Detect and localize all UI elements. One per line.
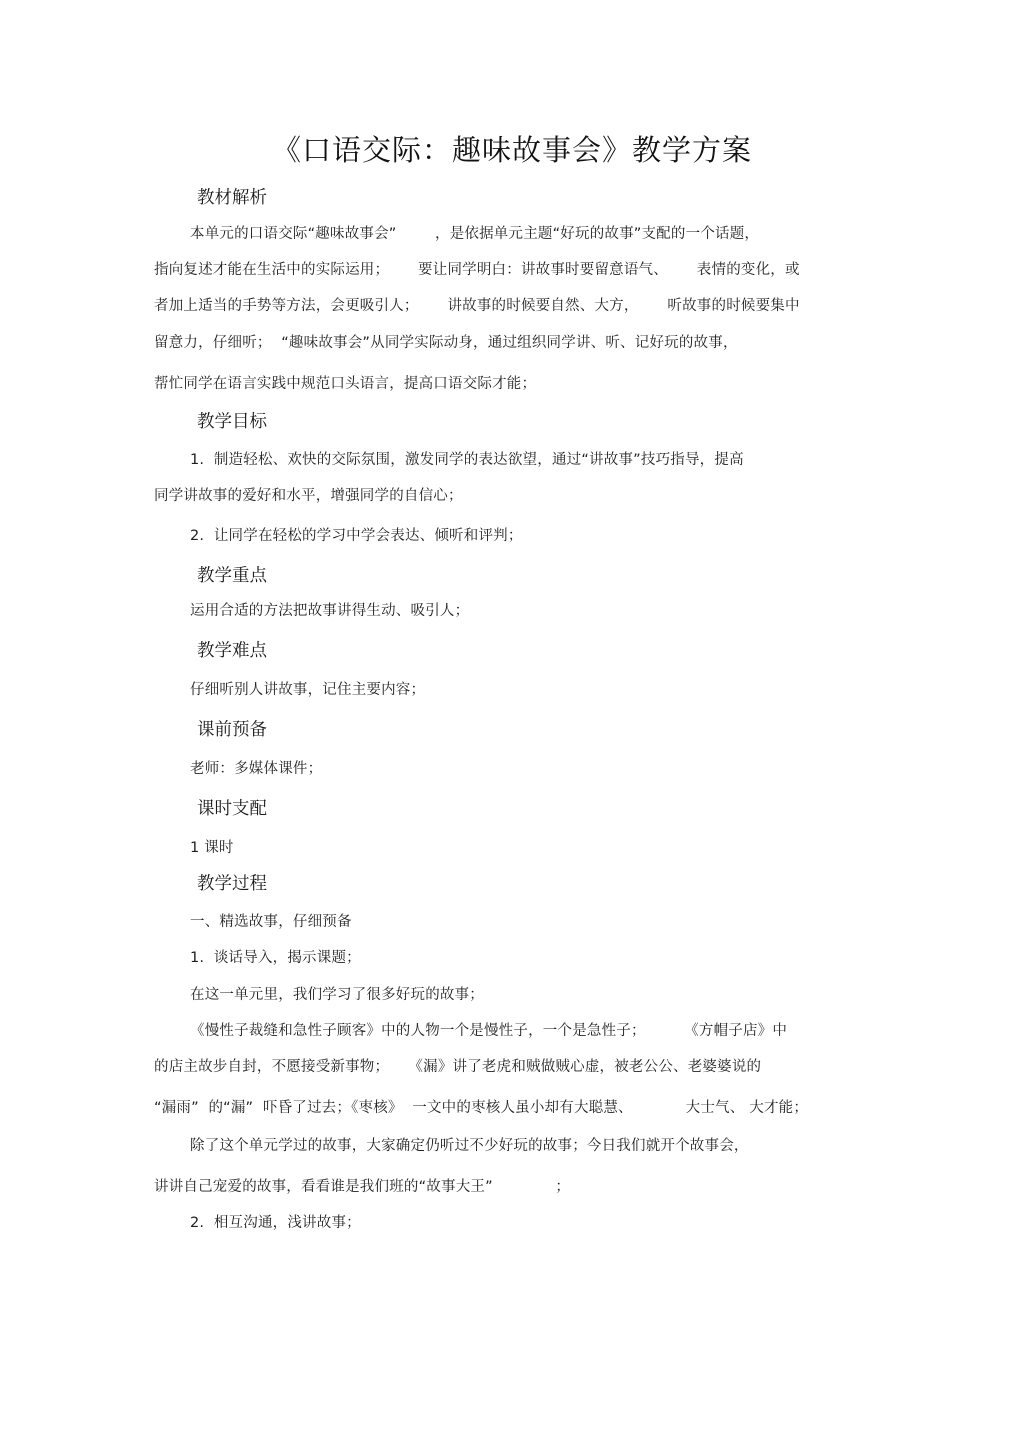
process-line-4: 《慢性子裁缝和急性子顾客》中的人物一个是慢性子，一个是急性子； 《方帽子店》中: [190, 1023, 788, 1039]
goals-line-1: 1. 制造轻松、欢快的交际氛围，激发同学的表达欲望，通过“讲故事”技巧指导，提高: [190, 452, 744, 468]
analysis-line-3: 者加上适当的手势等方法，会更吸引人； 讲故事的时候要自然、大方， 听故事的时候要集中: [154, 298, 800, 314]
heading-goals: 教学目标: [197, 412, 267, 432]
preparation-line-1: 老师：多媒体课件；: [190, 761, 323, 777]
heading-focus: 教学重点: [197, 566, 267, 586]
heading-difficulty: 教学难点: [197, 641, 267, 661]
analysis-line-5: 帮忙同学在语言实践中规范口头语言，提高口语交际才能；: [154, 376, 537, 392]
heading-preparation: 课前预备: [197, 720, 267, 740]
process-line-6: “漏雨” 的“漏” 吓昏了过去；《枣核》 一文中的枣核人虽小却有大聪慧、 大士气、 大才能；: [154, 1100, 809, 1116]
process-line-3: 在这一单元里，我们学习了很多好玩的故事；: [190, 987, 484, 1003]
focus-line-1: 运用合适的方法把故事讲得生动、吸引人；: [190, 603, 470, 619]
process-line-7: 除了这个单元学过的故事，大家确定仍听过不少好玩的故事；今日我们就开个故事会，: [190, 1138, 749, 1154]
goals-line-3: 2. 让同学在轻松的学习中学会表达、倾听和评判；: [190, 528, 523, 544]
heading-process: 教学过程: [197, 874, 267, 894]
difficulty-line-1: 仔细听别人讲故事，记住主要内容；: [190, 682, 426, 698]
process-line-5: 的店主故步自封，不愿接受新事物； 《漏》讲了老虎和贼做贼心虚，被老公公、老婆婆说的: [154, 1059, 762, 1075]
analysis-line-1: 本单元的口语交际“趣味故事会” ，是依据单元主题“好玩的故事”支配的一个话题，: [190, 226, 760, 242]
schedule-line-1: 1 课时: [190, 840, 234, 856]
heading-schedule: 课时支配: [197, 799, 267, 819]
process-line-1: 一、精选故事，仔细预备: [190, 914, 352, 930]
goals-line-2: 同学讲故事的爱好和水平，增强同学的自信心；: [154, 488, 463, 504]
process-line-8: 讲讲自己宠爱的故事，看看谁是我们班的“故事大王” ；: [154, 1179, 571, 1195]
document-title: 《口语交际：趣味故事会》教学方案: [271, 133, 752, 167]
heading-analysis: 教材解析: [197, 188, 267, 208]
process-line-9: 2. 相互沟通，浅讲故事；: [190, 1215, 361, 1231]
analysis-line-4: 留意力，仔细听； “趣味故事会”从同学实际动身，通过组织同学讲、听、记好玩的故事，: [154, 335, 738, 351]
analysis-line-2: 指向复述才能在生活中的实际运用； 要让同学明白：讲故事时要留意语气、 表情的变化，或: [154, 262, 800, 278]
process-line-2: 1. 谈话导入，揭示课题；: [190, 950, 361, 966]
